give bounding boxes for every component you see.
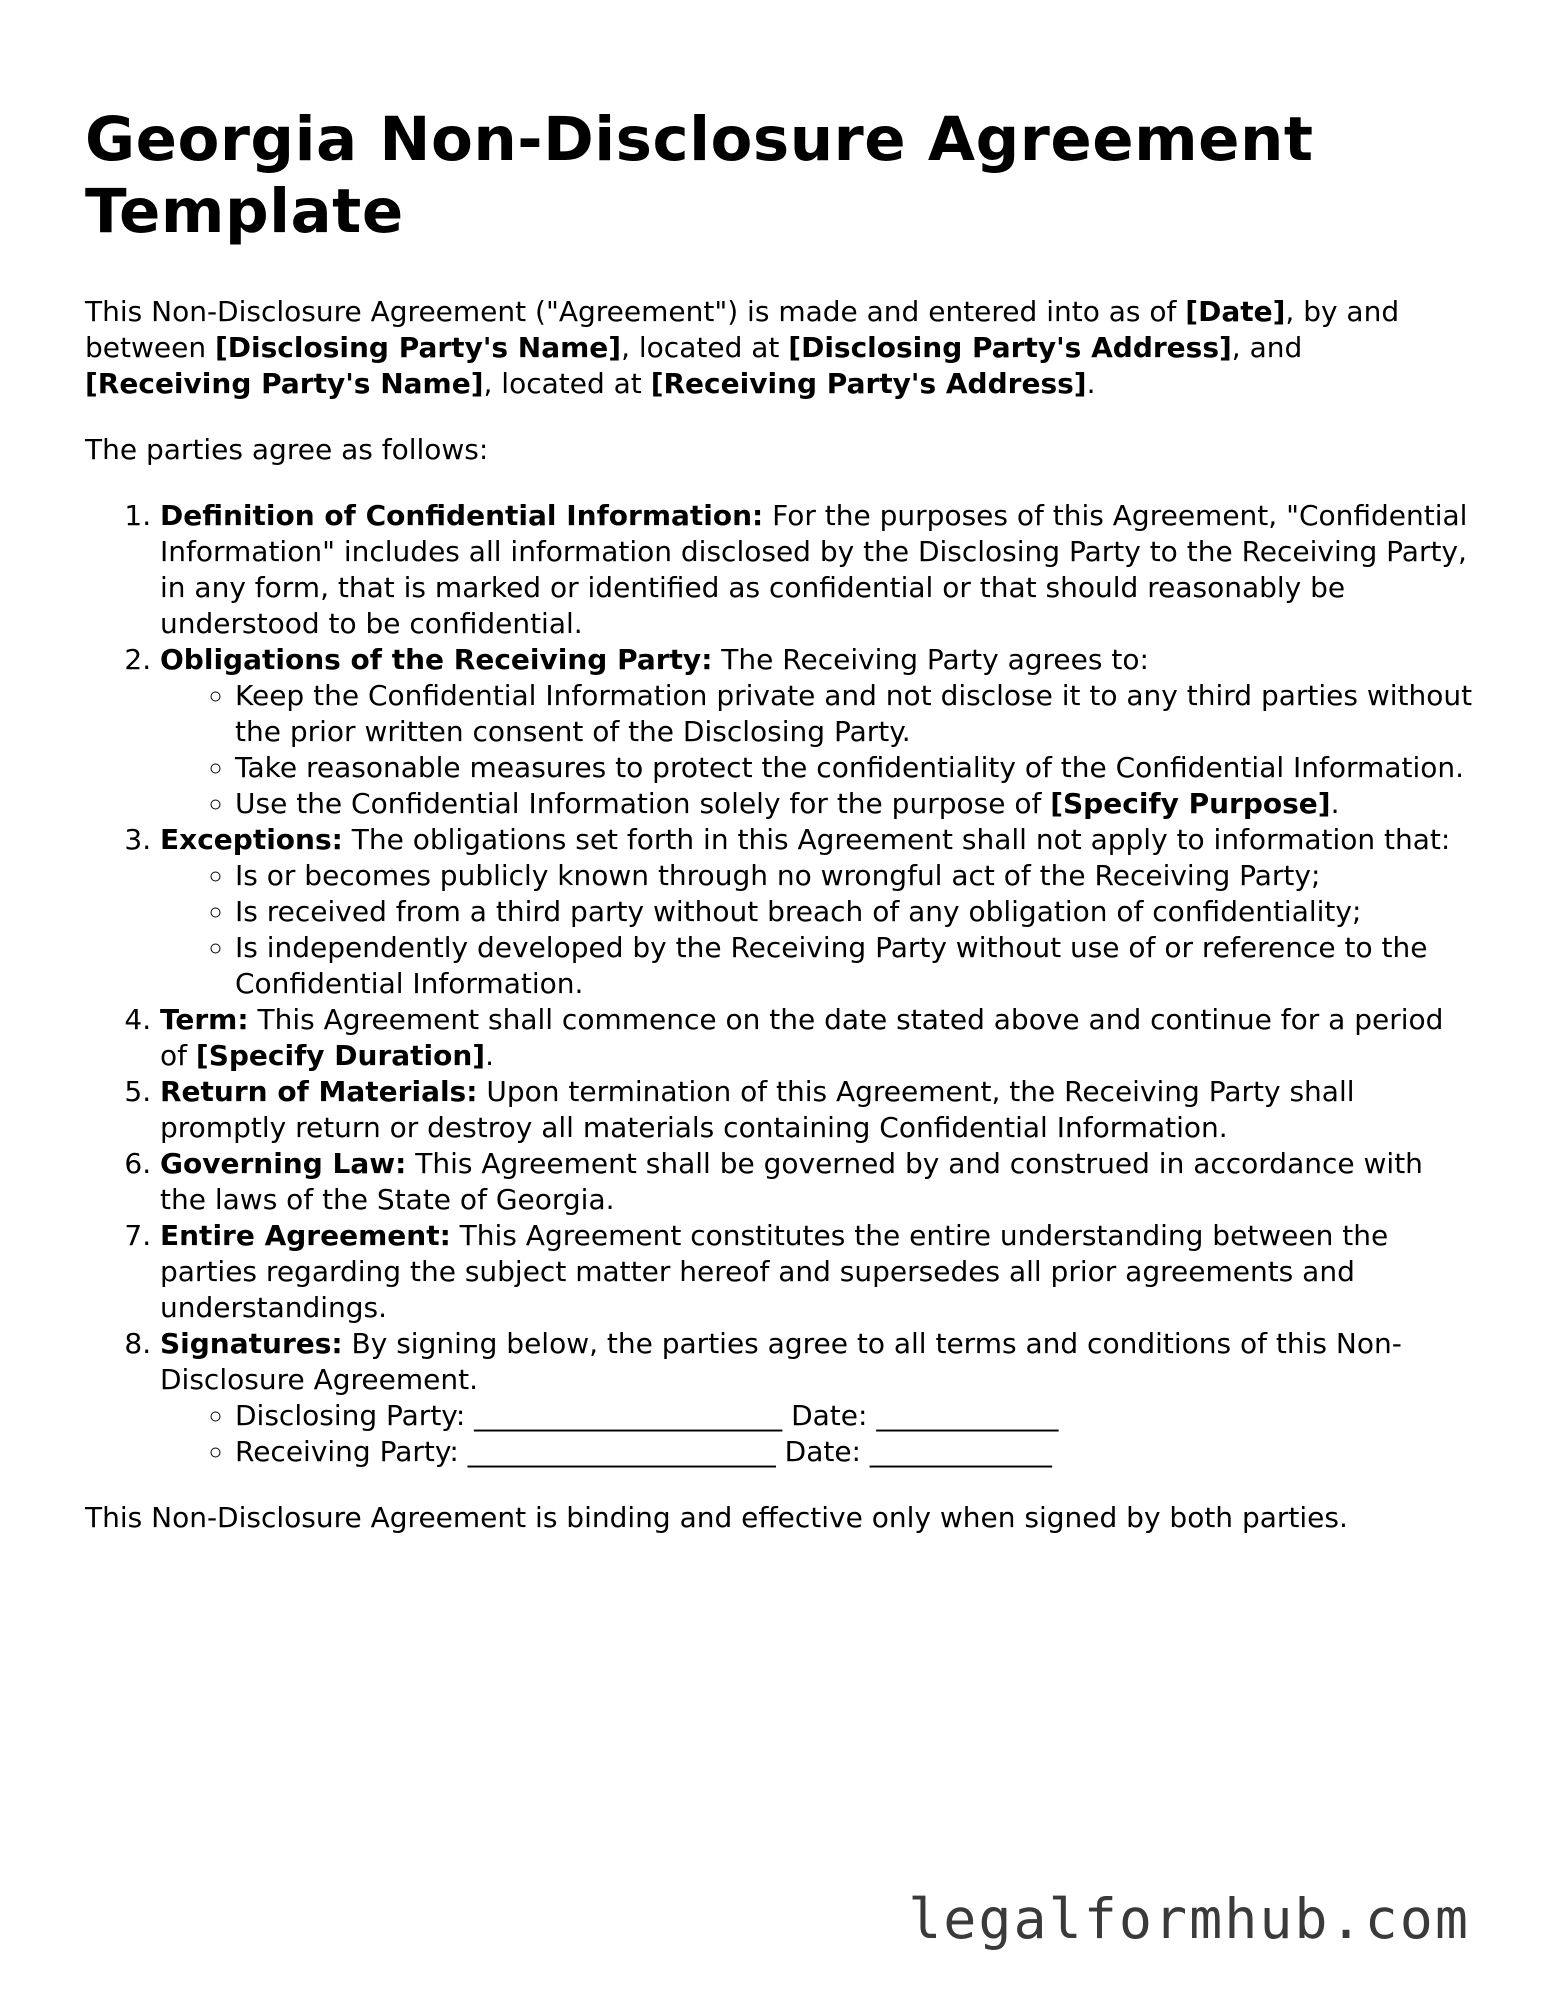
- list-item: ◦ Is or becomes publicly known through no wrongful act of the Receiving Party;: [235, 858, 1475, 894]
- receiving-name-placeholder: [Receiving Party's Name]: [85, 367, 484, 400]
- section-exceptions: [160, 822, 1475, 1002]
- intro-text-2: , by and between: [85, 295, 1400, 364]
- obligations-list: [160, 678, 1475, 822]
- document-title: Georgia Non-Disclosure Agreement Template: [85, 104, 1314, 247]
- section-heading: Entire Agreement:: [160, 1219, 451, 1252]
- section-text: This Agreement constitutes the entire understanding between the parties regarding the subject matter hereof and supersedes all prior agreements and understandings.: [160, 1219, 1389, 1324]
- list-item: ◦ Take reasonable measures to protect the confidentiality of the Confidential Information.: [235, 750, 1475, 786]
- section-signatures: [160, 1326, 1475, 1470]
- section-text: The Receiving Party agrees to:: [712, 643, 1149, 676]
- section-heading: Exceptions:: [160, 823, 343, 856]
- section-text: Upon termination of this Agreement, the Receiving Party shall promptly return or destroy all materials containing Confidential Information.: [160, 1075, 1355, 1144]
- intro-text-1: This Non-Disclosure Agreement ("Agreement") is made and entered into as of: [85, 295, 1186, 328]
- term-text-2: .: [485, 1039, 494, 1072]
- disclosing-address-placeholder: [Disclosing Party's Address]: [788, 331, 1232, 364]
- receiving-signature-line: ◦ Receiving Party: ______________________ Date: _____________: [235, 1434, 1475, 1470]
- section-text: By signing below, the parties agree to all terms and conditions of this Non-Disclosure Agreement.: [160, 1327, 1402, 1396]
- sections-list: [85, 498, 1475, 1470]
- section-text: The obligations set forth in this Agreement shall not apply to information that:: [342, 823, 1451, 856]
- section-heading: Governing Law:: [160, 1147, 407, 1180]
- section-definition: [160, 498, 1475, 642]
- intro-text-6: .: [1086, 367, 1096, 400]
- receiving-address-placeholder: [Receiving Party's Address]: [650, 367, 1087, 400]
- list-item: ◦ Is received from a third party without breach of any obligation of confidentiality;: [235, 894, 1475, 930]
- intro-text-4: , and: [1231, 331, 1303, 364]
- purpose-text-2: .: [1330, 787, 1340, 820]
- section-obligations: [160, 642, 1475, 822]
- site-watermark: legalformhub.com: [908, 1887, 1470, 1951]
- disclosing-name-placeholder: [Disclosing Party's Name]: [214, 331, 622, 364]
- list-item: ◦ Is independently developed by the Receiving Party without use of or reference to the Confidential Information.: [235, 930, 1475, 1002]
- exceptions-list: [160, 858, 1475, 1002]
- term-text-1: This Agreement shall commence on the date stated above and continue for a period of: [160, 1003, 1444, 1072]
- intro-text-3: , located at: [621, 331, 789, 364]
- section-heading: Definition of Confidential Information:: [160, 499, 764, 532]
- list-item: ◦ Keep the Confidential Information private and not disclose it to any third parties without the prior written consent of the Disclosing Party.: [235, 678, 1475, 750]
- section-text: This Agreement shall be governed by and construed in accordance with the laws of the State of Georgia.: [160, 1147, 1423, 1216]
- disclosing-signature-line: ◦ Disclosing Party: ______________________ Date: _____________: [235, 1398, 1475, 1434]
- intro-text-5: , located at: [483, 367, 651, 400]
- section-return-of-materials: [160, 1074, 1475, 1146]
- signatures-list: [160, 1398, 1475, 1470]
- duration-placeholder: [Specify Duration]: [195, 1039, 486, 1072]
- section-heading: Signatures:: [160, 1327, 343, 1360]
- section-heading: Obligations of the Receiving Party:: [160, 643, 713, 676]
- footer-paragraph: This Non-Disclosure Agreement is binding and effective only when signed by both parties.: [85, 1501, 1348, 1534]
- section-heading: Return of Materials:: [160, 1075, 478, 1108]
- date-placeholder: [Date]: [1185, 295, 1286, 328]
- intro-paragraph: [85, 294, 1475, 402]
- section-heading: Term:: [160, 1003, 249, 1036]
- purpose-placeholder: [Specify Purpose]: [1050, 787, 1331, 820]
- purpose-text-1: Use the Confidential Information solely for the purpose of: [235, 787, 1051, 820]
- section-text: For the purposes of this Agreement, "Confidential Information" includes all information disclosed by the Disclosing Party to the Receiving Party, in any form, that is marked or identified as confidential or that should reasonably be understood to be confidential.: [160, 499, 1468, 640]
- document-page: [85, 104, 1475, 1536]
- section-governing-law: [160, 1146, 1475, 1218]
- list-item: [235, 786, 1475, 822]
- section-entire-agreement: [160, 1218, 1475, 1326]
- lead-paragraph: The parties agree as follows:: [85, 433, 489, 466]
- section-term: [160, 1002, 1475, 1074]
